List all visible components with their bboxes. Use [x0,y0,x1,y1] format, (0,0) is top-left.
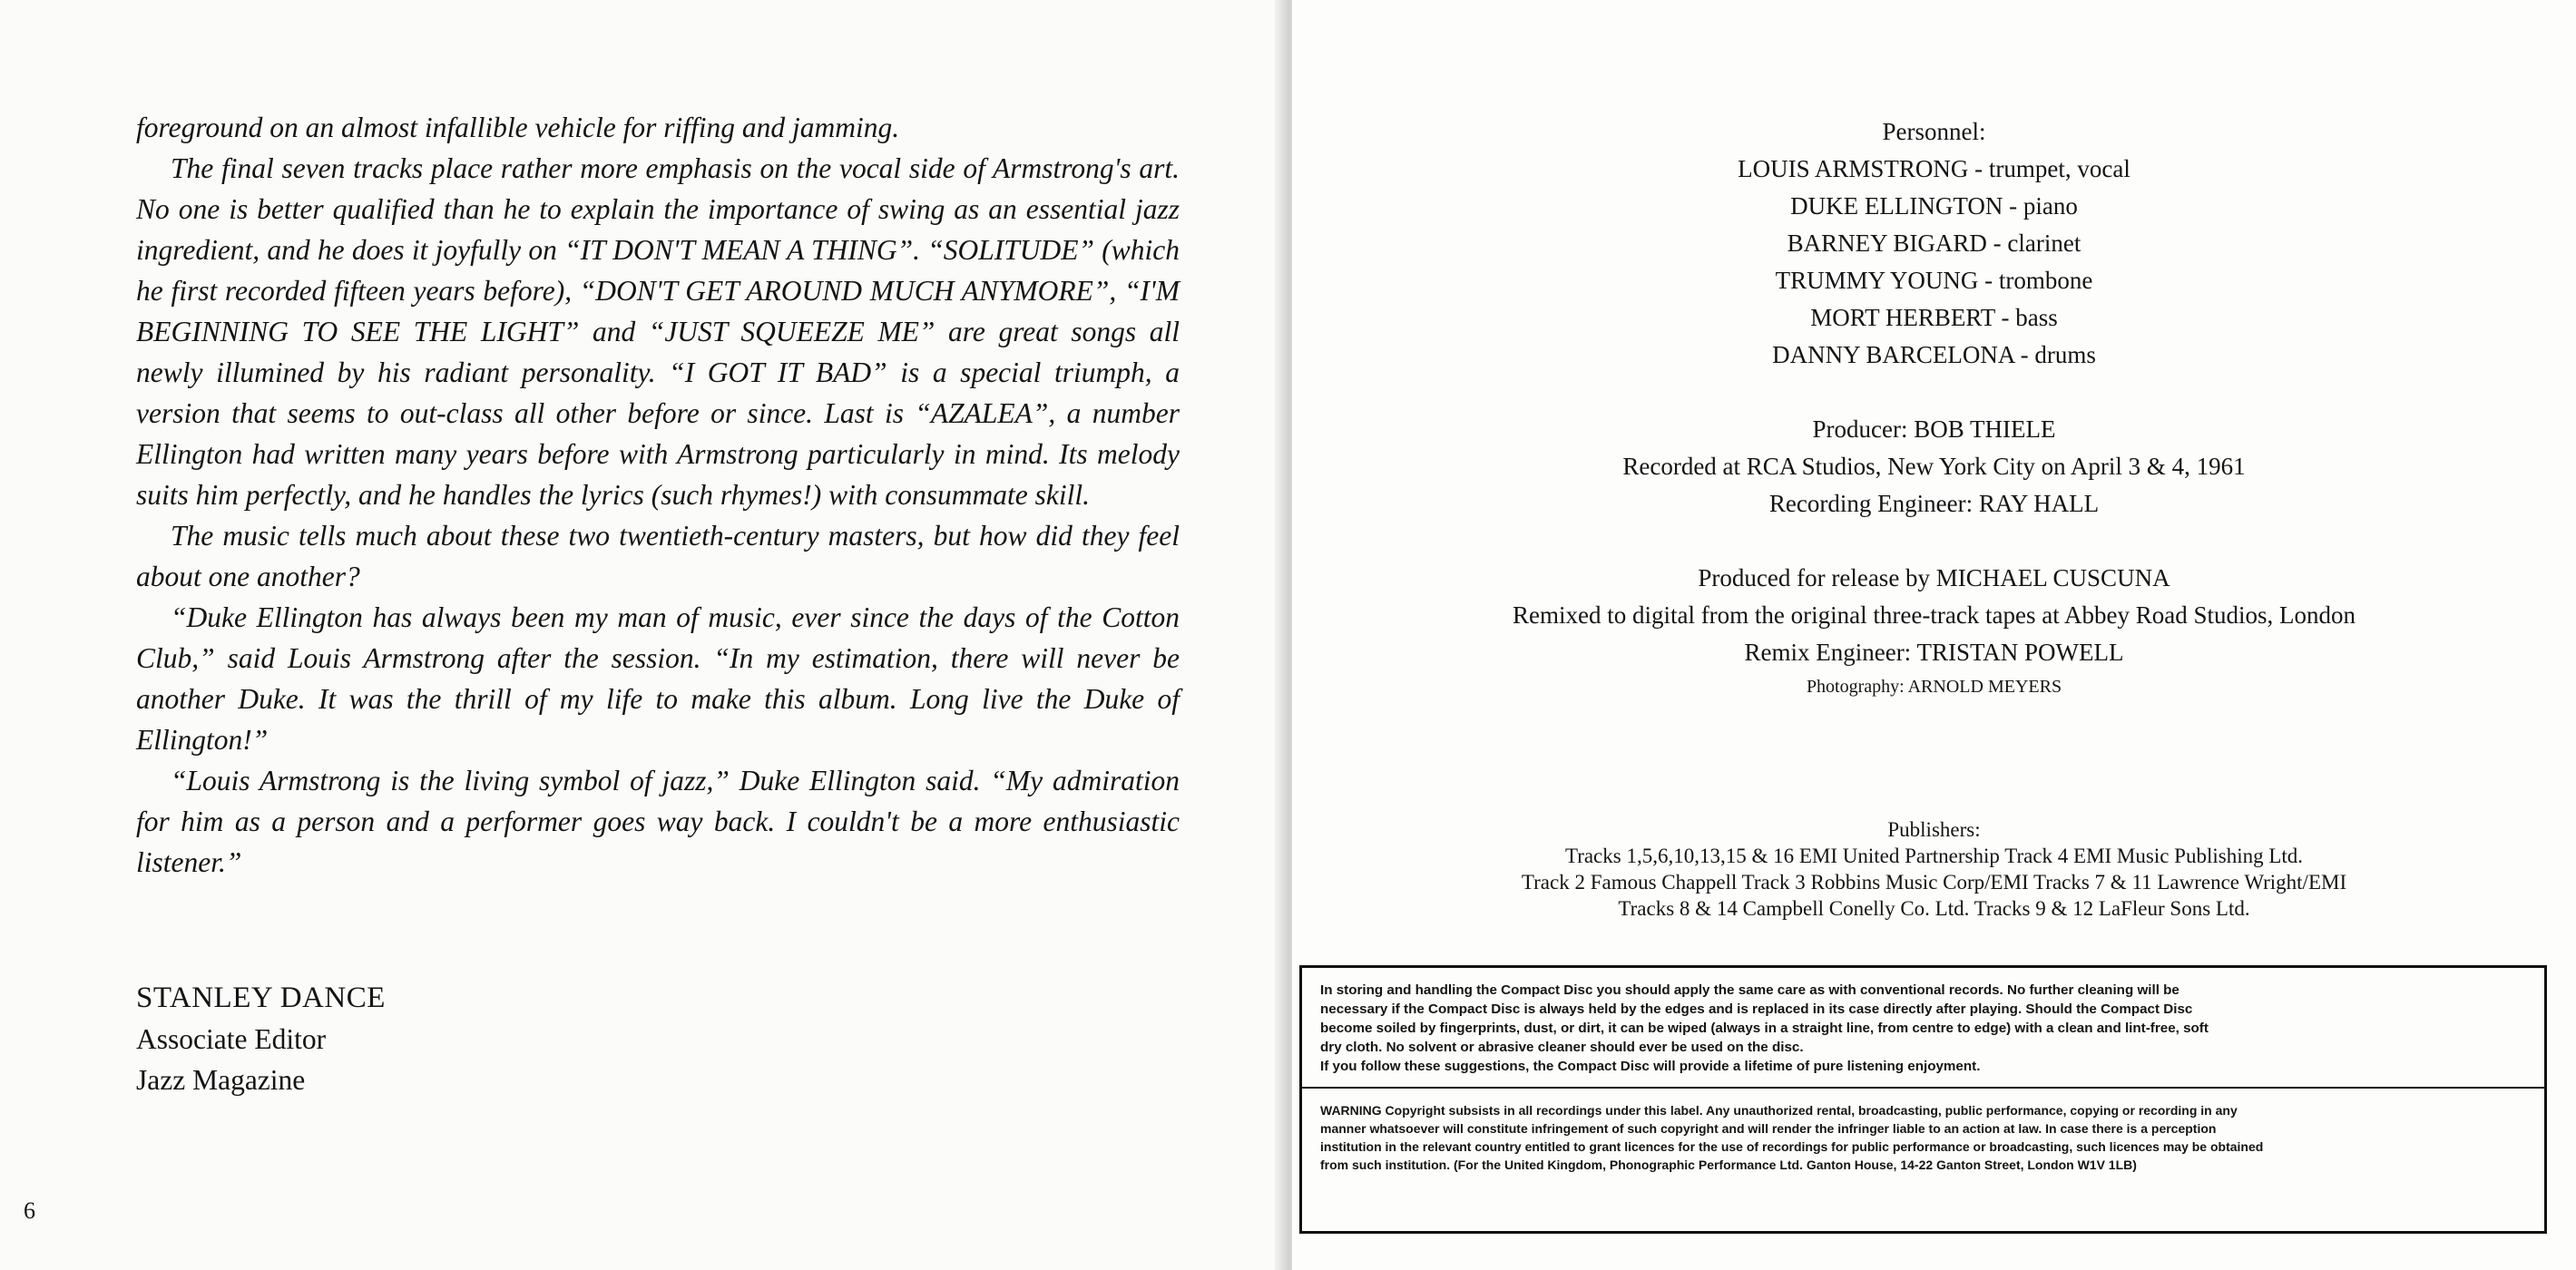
author-signature [136,978,386,1100]
handling-notice-line: necessary if the Compact Disc is always held by the edges and is replaced in its case directly after playing. Should the Compact Disc [1320,1001,2193,1017]
personnel-member: BARNEY BIGARD - clarinet [1787,230,2081,257]
handling-notice-line: In storing and handling the Compact Disc you should apply the same care as with conventional records. No further cleaning will be [1320,982,2179,998]
personnel-member: LOUIS ARMSTRONG - trumpet, vocal [1738,155,2130,182]
essay-paragraph: foreground on an almost infallible vehicle for riffing and jamming. [136,112,900,143]
author-publication: Jazz Magazine [136,1064,306,1096]
author-title: Associate Editor [136,1023,327,1055]
essay-paragraph: “Louis Armstrong is the living symbol of jazz,” Duke Ellington said. “My admiration for him as a person and a performer goes way back. I couldn't be a more enthusiastic listener.” [136,765,1180,878]
publisher-line: Tracks 8 & 14 Campbell Conelly Co. Ltd. Tracks 9 & 12 LaFleur Sons Ltd. [1618,897,2250,920]
producer-credit: Producer: BOB THIELE [1812,415,2056,443]
page-number: 6 [24,1197,35,1224]
essay-paragraph: “Duke Ellington has always been my man of music, ever since the days of the Cotton Club,” said Louis Armstrong after the session. “In my estimation, there will never be another Duke. It was the thrill of my life to make this album. Long live the Duke of Ellington!” [136,601,1180,756]
remix-engineer-credit: Remix Engineer: TRISTAN POWELL [1744,639,2124,666]
publisher-line: Tracks 1,5,6,10,13,15 & 16 EMI United Partnership Track 4 EMI Music Publishing Ltd. [1564,845,2304,867]
handling-notice-line: dry cloth. No solvent or abrasive cleaner should ever be used on the disc. [1320,1040,1804,1055]
recording-engineer-credit: Recording Engineer: RAY HALL [1768,490,2100,517]
credits-section [1292,113,2576,702]
publishers-section [1292,816,2576,922]
essay-paragraph: The final seven tracks place rather more emphasis on the vocal side of Armstrong's art. No one is better qualified than he to explain the importance of swing as an essential jazz ingredient, and he does it joyfully on “IT DON'T MEAN A THING”. “SOLITUDE” (which he first recorded fifteen years before), “DON'T GET AROUND MUCH ANYMORE”, “I'M BEGINNING TO SEE THE LIGHT” and “JUST SQUEEZE ME” are great songs all newly illumined by his radiant personality. “I GOT IT BAD” is a special triumph, a version that seems to out-class all other before or since. Last is “AZALEA”, a number Ellington had written many years before with Armstrong particularly in mind. Its melody suits him perfectly, and he handles the lyrics (such rhymes!) with consummate skill. [136,152,1180,511]
personnel-member: DUKE ELLINGTON - piano [1790,192,2078,220]
copyright-warning-line: WARNING Copyright subsists in all recordings under this label. Any unauthorized rental, broadcasting, public performance, copying or recording in any [1320,1103,2238,1118]
personnel-heading: Personnel: [1882,118,1986,145]
copyright-warning-line: manner whatsoever will constitute infringement of such copyright and will render the infringer liable to an action at law. In case there is a perception [1320,1121,2217,1136]
personnel-member: TRUMMY YOUNG - trombone [1775,267,2093,294]
legal-notice-box [1299,965,2547,1234]
copyright-warning-line: institution in the relevant country entitled to grant licences for the use of recordings for public performance or broadcasting, such licences may be obtained [1320,1139,2264,1154]
remix-info: Remixed to digital from the original three-track tapes at Abbey Road Studios, London [1512,601,2356,629]
photography-credit: Photography: ARNOLD MEYERS [1806,677,2062,697]
recording-info: Recorded at RCA Studios, New York City on April 3 & 4, 1961 [1622,453,2246,480]
publisher-line: Track 2 Famous Chappell Track 3 Robbins Music Corp/EMI Tracks 7 & 11 Lawrence Wright/EMI [1521,871,2347,894]
handling-notice-line: become soiled by fingerprints, dust, or dirt, it can be wiped (always in a straight line, from centre to edge) with a clean and lint-free, soft [1320,1021,2209,1036]
copyright-warning [1320,1089,2526,1174]
left-page [0,0,1284,1270]
handling-notice-line: If you follow these suggestions, the Compact Disc will provide a lifetime of pure listening enjoyment. [1320,1059,1981,1074]
personnel-member: MORT HERBERT - bass [1810,304,2058,331]
essay-paragraph: The music tells much about these two twentieth-century masters, but how did they feel about one another? [136,520,1180,592]
handling-notice [1320,981,2526,1087]
essay-text [136,107,1180,883]
release-producer-credit: Produced for release by MICHAEL CUSCUNA [1698,564,2170,591]
copyright-warning-line: from such institution. (For the United Kingdom, Phonographic Performance Ltd. Ganton House, 14-22 Ganton Street, London W1V 1LB) [1320,1158,2137,1172]
publishers-heading: Publishers: [1887,818,1981,841]
author-name: STANLEY DANCE [136,982,386,1014]
personnel-member: DANNY BARCELONA - drums [1772,341,2096,368]
